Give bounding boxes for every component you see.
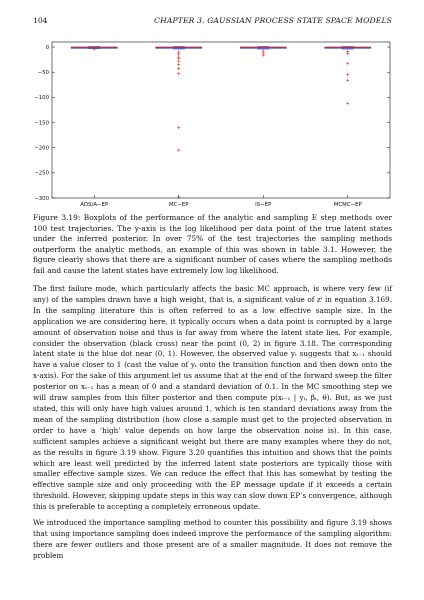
caption-label: Figure 3.19: xyxy=(33,213,81,222)
page-number: 104 xyxy=(33,16,48,25)
paragraph-1: The first failure mode, which particularly affects the basic MC approach, is where very few (if any) of the samples drawn have a high weight, that is, a significant value of zⁱ in equation 3.169. In the sampling literature this is often referred to as a low effective sample size. In the application we are considering here, it typically occurs when a data point is corrupted by a large amount of observation noise and thus is far away from where the latent state lies. For example, consider the observation (black cross) near the point (0, 2) in figure 3.18. The corresponding latent state is the blue dot near (0, 1). However, the observed value yₜ suggests that xₜ₋₁ should have a value closer to 1 (cast the value of yₜ onto the transition function and then down onto the x-axis). For the sake of this argument let us assume that at the end of the forward sweep the filter posterior on xₜ₋₁ has a mean of 0 and a standard deviation of 0.1. In the MC smoothing step we will draw samples from this filter posterior and then compute p(xₜ₋₁ | yₜ, βₜ, θ). But, as we just stated, this will only have high values around 1, which is ten standard deviations away from the mean of the sampling distribution (how close a sample must get to the projected observation in order to have a ‘high’ value depends on how large the observation noise is). In this case, sufficient samples achieve a significant weight but there are many examples where they do not, as the results in figure 3.19 show. Figure 3.20 quantifies this intuition and shows that the points which are least well predicted by the inferred latent state posteriors are typically those with smaller effective sample sizes. We can reduce the effect that this has somewhat by testing the effective sample size and only proceeding with the EP message update if it exceeds a certain threshold. However, skipping update steps in this way can slow down EP’s convergence, although this is preferable to accepting a completely erroneous update. xyxy=(33,284,392,512)
y-tick-label: −150 xyxy=(34,120,49,127)
running-title: CHAPTER 3. GAUSSIAN PROCESS STATE SPACE MODELS xyxy=(154,16,392,25)
caption-text: Boxplots of the performance of the analytic and sampling E step methods over 100 test trajectories. The y-axis is the log likelihood per data point of the true latent states under the inferred posterior. In over 75% of the test trajectories the sampling methods outperform the analytic methods, an example of this was shown in table 3.1. However, the figure clearly shows that there are a significant number of cases where the sampling methods fail and cause the latent states have extremely low log likelihood. xyxy=(33,213,392,275)
x-tick-label: MCMC−EP xyxy=(333,202,362,208)
x-tick-label: IS−EP xyxy=(255,202,272,208)
figure-caption xyxy=(33,213,392,277)
plot-frame xyxy=(52,42,390,198)
y-tick-label: −50 xyxy=(37,69,49,76)
running-header xyxy=(33,16,392,28)
paragraph-2: We introduced the importance sampling method to counter this possibility and figure 3.19 shows that using importance sampling does indeed improve the performance of the sampling algorithm: there are fewer outliers and those present are of a smaller magnitude. It does not remove the problem xyxy=(33,518,392,560)
x-tick-label: ADS/A−EP xyxy=(80,202,109,208)
y-tick-label: −250 xyxy=(34,170,49,177)
y-tick-label: 0 xyxy=(45,44,49,51)
y-tick-label: −100 xyxy=(34,95,49,102)
boxplot-chart xyxy=(22,38,398,210)
body-text xyxy=(33,284,392,567)
x-tick-label: MC−EP xyxy=(168,202,189,208)
y-tick-label: −300 xyxy=(34,195,49,202)
y-tick-label: −200 xyxy=(34,145,49,152)
